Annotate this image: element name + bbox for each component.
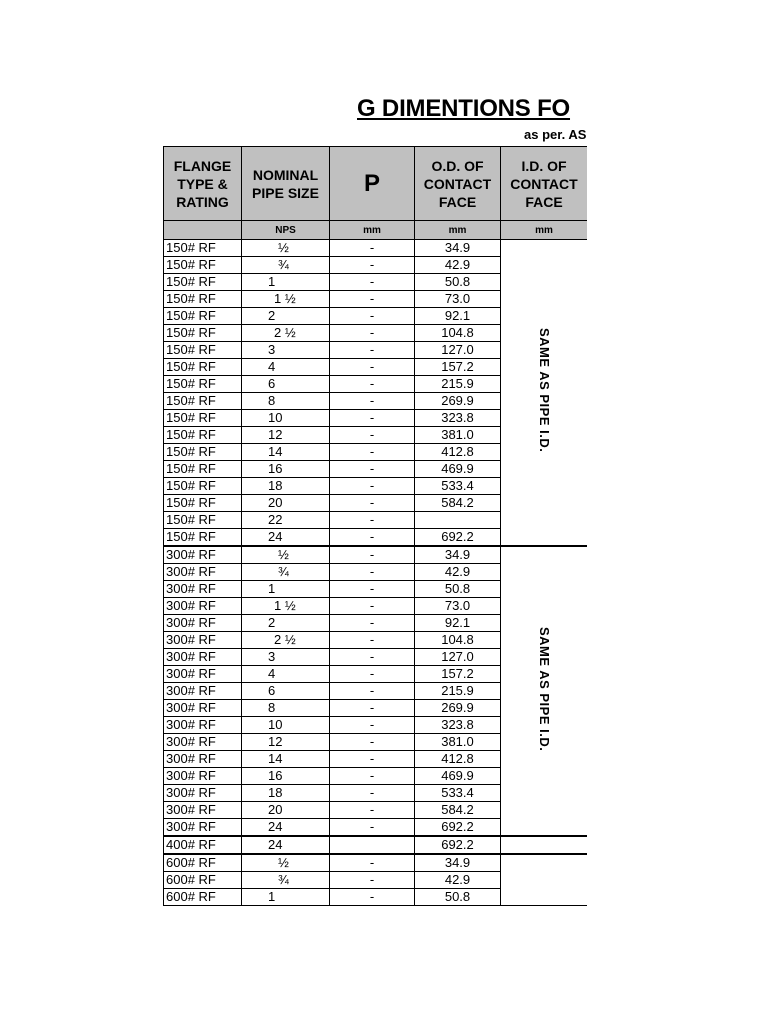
cell-od: 104.8 — [415, 325, 501, 342]
cell-id-merged — [501, 546, 588, 836]
cell-od: 104.8 — [415, 632, 501, 649]
cell-od: 215.9 — [415, 376, 501, 393]
cell-p: - — [330, 615, 415, 632]
cell-id-merged — [501, 240, 588, 547]
cell-rating: 150# RF — [164, 359, 242, 376]
cell-rating: 150# RF — [164, 274, 242, 291]
cell-rating: 150# RF — [164, 325, 242, 342]
cell-nps: 10 — [242, 717, 330, 734]
cell-p: - — [330, 889, 415, 906]
cell-od: 692.2 — [415, 819, 501, 837]
cell-nps: 3 — [242, 649, 330, 666]
page-title: G DIMENTIONS FO — [357, 95, 571, 122]
cell-rating: 300# RF — [164, 802, 242, 819]
unit-p: mm — [330, 221, 415, 240]
page-subtitle: as per. AS — [524, 127, 587, 142]
header-p: P — [330, 147, 415, 221]
cell-p: - — [330, 598, 415, 615]
cell-nps: ½ — [242, 546, 330, 564]
cell-p — [330, 836, 415, 854]
cell-p: - — [330, 512, 415, 529]
cell-p: - — [330, 581, 415, 598]
cell-p: - — [330, 376, 415, 393]
cell-p: - — [330, 393, 415, 410]
cell-rating: 300# RF — [164, 700, 242, 717]
cell-rating: 150# RF — [164, 376, 242, 393]
cell-rating: 150# RF — [164, 478, 242, 495]
cell-id-merged — [501, 854, 588, 906]
cell-nps: 12 — [242, 427, 330, 444]
dimensions-table — [163, 146, 587, 906]
cell-p: - — [330, 529, 415, 547]
header-flange-rating: FLANGE TYPE & RATING — [164, 147, 242, 221]
cell-rating: 300# RF — [164, 751, 242, 768]
cell-p: - — [330, 257, 415, 274]
cell-od: 92.1 — [415, 308, 501, 325]
cell-nps: 20 — [242, 495, 330, 512]
cell-od: 127.0 — [415, 649, 501, 666]
cell-p: - — [330, 819, 415, 837]
cell-od: 50.8 — [415, 581, 501, 598]
cell-p: - — [330, 649, 415, 666]
units-row — [164, 221, 588, 240]
cell-rating: 600# RF — [164, 854, 242, 872]
cell-p: - — [330, 444, 415, 461]
cell-p: - — [330, 274, 415, 291]
cell-od: 34.9 — [415, 546, 501, 564]
cell-nps: 1 ½ — [242, 291, 330, 308]
cell-nps: 2 — [242, 308, 330, 325]
cell-od: 692.2 — [415, 529, 501, 547]
cell-p: - — [330, 240, 415, 257]
cell-od: 584.2 — [415, 495, 501, 512]
cell-nps: 8 — [242, 393, 330, 410]
cell-p: - — [330, 308, 415, 325]
cell-rating: 150# RF — [164, 529, 242, 547]
cell-rating: 150# RF — [164, 393, 242, 410]
cell-nps: 16 — [242, 768, 330, 785]
table-row — [164, 836, 588, 854]
cell-nps: 10 — [242, 410, 330, 427]
cell-od: 50.8 — [415, 889, 501, 906]
cell-rating: 150# RF — [164, 240, 242, 257]
cell-nps: 1 — [242, 889, 330, 906]
cell-nps: 24 — [242, 836, 330, 854]
cell-nps: 2 ½ — [242, 325, 330, 342]
cell-od: 34.9 — [415, 240, 501, 257]
cell-od: 34.9 — [415, 854, 501, 872]
cell-rating: 300# RF — [164, 717, 242, 734]
cell-nps: 22 — [242, 512, 330, 529]
cell-nps: 3 — [242, 342, 330, 359]
cell-rating: 300# RF — [164, 683, 242, 700]
unit-id: mm — [501, 221, 588, 240]
cell-nps: 8 — [242, 700, 330, 717]
cell-nps: 20 — [242, 802, 330, 819]
unit-rating — [164, 221, 242, 240]
cell-od: 269.9 — [415, 700, 501, 717]
cell-nps: ½ — [242, 854, 330, 872]
cell-nps: 4 — [242, 666, 330, 683]
table-viewport — [163, 146, 587, 910]
cell-od: 381.0 — [415, 734, 501, 751]
cell-p: - — [330, 802, 415, 819]
table-row — [164, 240, 588, 257]
cell-od: 269.9 — [415, 393, 501, 410]
cell-rating: 300# RF — [164, 768, 242, 785]
cell-od: 412.8 — [415, 444, 501, 461]
cell-nps: 1 — [242, 274, 330, 291]
cell-p: - — [330, 495, 415, 512]
cell-nps: 6 — [242, 376, 330, 393]
cell-rating: 300# RF — [164, 785, 242, 802]
cell-p: - — [330, 717, 415, 734]
cell-rating: 150# RF — [164, 512, 242, 529]
header-id-contact-face: I.D. OF CONTACT FACE — [501, 147, 588, 221]
cell-rating: 600# RF — [164, 872, 242, 889]
cell-od: 42.9 — [415, 564, 501, 581]
cell-nps: 24 — [242, 819, 330, 837]
cell-od: 92.1 — [415, 615, 501, 632]
cell-od: 42.9 — [415, 872, 501, 889]
cell-nps: ¾ — [242, 564, 330, 581]
header-od-contact-face: O.D. OF CONTACT FACE — [415, 147, 501, 221]
cell-od: 584.2 — [415, 802, 501, 819]
cell-nps: 14 — [242, 444, 330, 461]
cell-nps: 2 — [242, 615, 330, 632]
cell-p: - — [330, 854, 415, 872]
cell-rating: 400# RF — [164, 836, 242, 854]
cell-rating: 150# RF — [164, 495, 242, 512]
cell-p: - — [330, 325, 415, 342]
cell-p: - — [330, 359, 415, 376]
cell-od: 381.0 — [415, 427, 501, 444]
cell-od: 412.8 — [415, 751, 501, 768]
cell-nps: 6 — [242, 683, 330, 700]
cell-od: 157.2 — [415, 359, 501, 376]
cell-p: - — [330, 666, 415, 683]
cell-rating: 300# RF — [164, 819, 242, 837]
cell-rating: 300# RF — [164, 615, 242, 632]
cell-nps: ¾ — [242, 872, 330, 889]
id-note-text: SAME AS PIPE I.D. — [537, 626, 552, 752]
cell-nps: 18 — [242, 478, 330, 495]
cell-rating: 300# RF — [164, 564, 242, 581]
cell-nps: ½ — [242, 240, 330, 257]
cell-p: - — [330, 872, 415, 889]
cell-p: - — [330, 751, 415, 768]
cell-nps: 12 — [242, 734, 330, 751]
cell-rating: 300# RF — [164, 666, 242, 683]
cell-p: - — [330, 700, 415, 717]
cell-rating: 300# RF — [164, 581, 242, 598]
unit-nps: NPS — [242, 221, 330, 240]
cell-rating: 150# RF — [164, 342, 242, 359]
cell-p: - — [330, 734, 415, 751]
cell-od: 533.4 — [415, 478, 501, 495]
cell-od: 469.9 — [415, 768, 501, 785]
cell-od: 469.9 — [415, 461, 501, 478]
table-row — [164, 546, 588, 564]
cell-rating: 150# RF — [164, 410, 242, 427]
cell-rating: 300# RF — [164, 598, 242, 615]
cell-nps: 18 — [242, 785, 330, 802]
cell-nps: ¾ — [242, 257, 330, 274]
cell-p: - — [330, 546, 415, 564]
cell-rating: 300# RF — [164, 734, 242, 751]
cell-p: - — [330, 768, 415, 785]
cell-p: - — [330, 632, 415, 649]
header-row — [164, 147, 588, 221]
cell-rating: 150# RF — [164, 427, 242, 444]
cell-rating: 300# RF — [164, 649, 242, 666]
cell-od — [415, 512, 501, 529]
cell-rating: 600# RF — [164, 889, 242, 906]
cell-p: - — [330, 564, 415, 581]
cell-od: 692.2 — [415, 836, 501, 854]
cell-od: 157.2 — [415, 666, 501, 683]
cell-od: 215.9 — [415, 683, 501, 700]
cell-nps: 1 ½ — [242, 598, 330, 615]
cell-od: 73.0 — [415, 598, 501, 615]
id-note-text: SAME AS PIPE I.D. — [537, 328, 552, 453]
cell-rating: 150# RF — [164, 308, 242, 325]
cell-p: - — [330, 291, 415, 308]
cell-nps: 14 — [242, 751, 330, 768]
cell-p: - — [330, 342, 415, 359]
table-body — [164, 240, 588, 906]
cell-od: 323.8 — [415, 717, 501, 734]
cell-nps: 1 — [242, 581, 330, 598]
cell-rating: 150# RF — [164, 257, 242, 274]
cell-nps: 2 ½ — [242, 632, 330, 649]
cell-p: - — [330, 478, 415, 495]
cell-rating: 150# RF — [164, 291, 242, 308]
cell-od: 323.8 — [415, 410, 501, 427]
cell-rating: 150# RF — [164, 444, 242, 461]
cell-nps: 4 — [242, 359, 330, 376]
cell-od: 50.8 — [415, 274, 501, 291]
table-row — [164, 854, 588, 872]
cell-p: - — [330, 785, 415, 802]
cell-nps: 24 — [242, 529, 330, 547]
cell-od: 42.9 — [415, 257, 501, 274]
cell-nps: 16 — [242, 461, 330, 478]
cell-od: 533.4 — [415, 785, 501, 802]
cell-rating: 150# RF — [164, 461, 242, 478]
cell-id-merged — [501, 836, 588, 854]
header-nominal-pipe-size: NOMINAL PIPE SIZE — [242, 147, 330, 221]
cell-od: 127.0 — [415, 342, 501, 359]
cell-rating: 300# RF — [164, 546, 242, 564]
unit-od: mm — [415, 221, 501, 240]
cell-od: 73.0 — [415, 291, 501, 308]
cell-p: - — [330, 410, 415, 427]
cell-p: - — [330, 461, 415, 478]
cell-p: - — [330, 683, 415, 700]
cell-rating: 300# RF — [164, 632, 242, 649]
cell-p: - — [330, 427, 415, 444]
